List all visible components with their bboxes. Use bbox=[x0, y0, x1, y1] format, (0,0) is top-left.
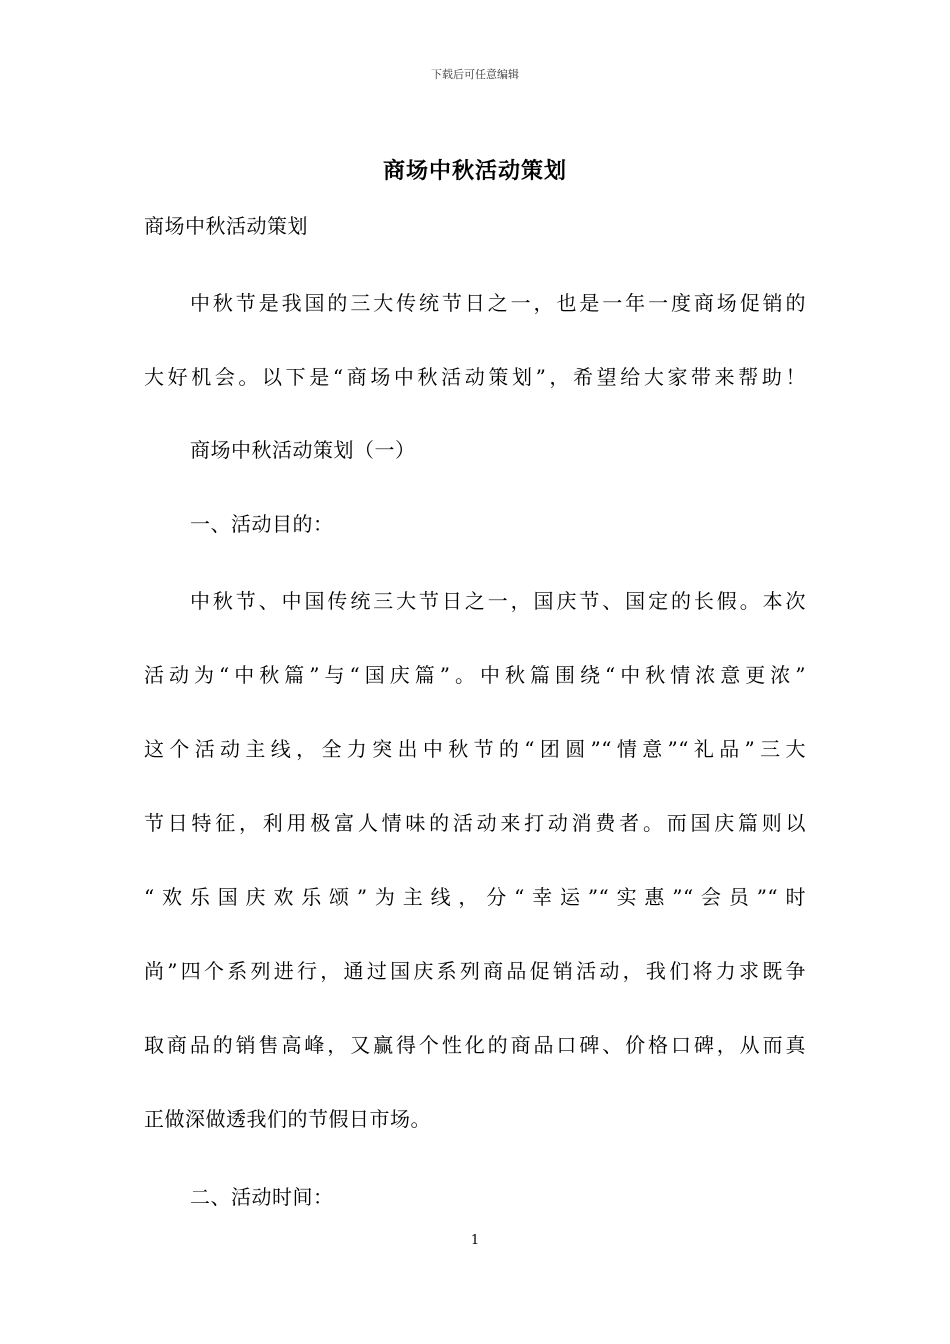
page-header: 下载后可任意编辑 bbox=[431, 68, 519, 81]
page-number: 1 bbox=[470, 1233, 480, 1248]
section-heading: 二、活动时间： bbox=[190, 1185, 334, 1209]
paragraph-line: “欢乐国庆欢乐颂”为主线，分“幸运”“实惠”“会员”“时 bbox=[144, 885, 806, 909]
paragraph-line: 尚”四个系列进行，通过国庆系列商品促销活动，我们将力求既争 bbox=[144, 959, 806, 983]
paragraph-line: 这个活动主线，全力突出中秋节的“团圆”“情意”“礼品”三大 bbox=[144, 737, 806, 761]
paragraph-line: 取商品的销售高峰，又赢得个性化的商品口碑、价格口碑，从而真 bbox=[144, 1033, 806, 1057]
document-title: 商场中秋活动策划 bbox=[382, 158, 567, 184]
paragraph-line: 中秋节是我国的三大传统节日之一，也是一年一度商场促销的 bbox=[190, 291, 806, 315]
section-heading: 一、活动目的： bbox=[190, 512, 334, 536]
paragraph-line: 节日特征，利用极富人情味的活动来打动消费者。而国庆篇则以 bbox=[144, 811, 806, 835]
subtitle-line: 商场中秋活动策划 bbox=[144, 214, 308, 238]
paragraph-line: 正做深做透我们的节假日市场。 bbox=[144, 1107, 431, 1131]
paragraph-line: 活动为“中秋篇”与“国庆篇”。中秋篇围绕“中秋情浓意更浓” bbox=[144, 663, 806, 687]
paragraph-line: 中秋节、中国传统三大节日之一，国庆节、国定的长假。本次 bbox=[190, 589, 806, 613]
section-heading: 商场中秋活动策划（一） bbox=[190, 438, 416, 462]
paragraph-line: 大好机会。以下是“商场中秋活动策划”，希望给大家带来帮助！ bbox=[144, 365, 806, 389]
